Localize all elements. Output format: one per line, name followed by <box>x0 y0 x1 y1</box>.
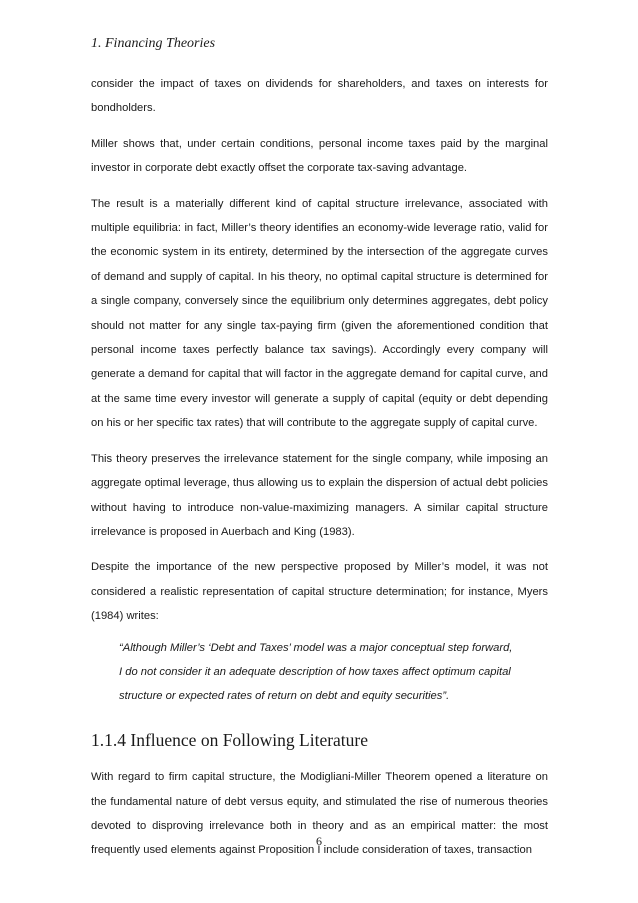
body-text <box>91 72 548 874</box>
paragraph-5: Despite the importance of the new perspective proposed by Miller’s model, it was not considered a realistic representation of capital structure determination; for instance, Myers (1984) writes: <box>91 561 548 623</box>
section-paragraph: With regard to firm capital structure, the Modigliani-Miller Theorem opened a literature on the fundamental nature of debt versus equity, and stimulated the rise of numerous theories devoted to disproving irrelevance both in theory and as an empirical matter: the most frequently used elements against Proposition I include consideration of taxes, transaction <box>91 771 548 857</box>
quote-line: I do not consider it an adequate description of how taxes affect optimum capital <box>119 665 511 678</box>
block-quote <box>119 636 548 709</box>
quote-line: structure or expected rates of return on debt and equity securities”. <box>119 689 450 702</box>
paragraph-3: The result is a materially different kind of capital structure irrelevance, associated with multiple equilibria: in fact, Miller’s theory identifies an economy-wide leverage ratio, valid for the economic system in its entirety, determined by the intersection of the aggregate curves of demand and supply of capital. In his theory, no optimal capital structure is determined for a single company, conversely since the equilibrium only determines aggregates, debt policy should not matter for any single tax-paying firm (given the aforementioned condition that personal income taxes perfectly balance tax savings). Accordingly every company will generate a demand for capital that will factor in the aggregate demand for capital curve, and at the same time every investor will generate a supply of capital (equity or debt depending on his or her specific tax rates) that will contribute to the aggregate supply of capital curve. <box>91 197 548 430</box>
paragraph-2: Miller shows that, under certain conditions, personal income taxes paid by the marginal investor in corporate debt exactly offset the corporate tax-saving advantage. <box>91 137 548 175</box>
section-heading: 1.1.4 Influence on Following Literature <box>91 730 369 751</box>
paragraph-1: consider the impact of taxes on dividends for shareholders, and taxes on interests for bondholders. <box>91 78 548 115</box>
paragraph-4: This theory preserves the irrelevance statement for the single company, while imposing an aggregate optimal leverage, thus allowing us to explain the dispersion of actual debt policies without having to introduce non-value-maximizing managers. A similar capital structure irrelevance is proposed in Auerbach and King (1983). <box>91 452 548 538</box>
page-number: 6 <box>316 834 322 848</box>
quote-line: “Although Miller’s ‘Debt and Taxes’ model was a major conceptual step forward, <box>119 641 513 654</box>
running-header: 1. Financing Theories <box>91 36 216 51</box>
